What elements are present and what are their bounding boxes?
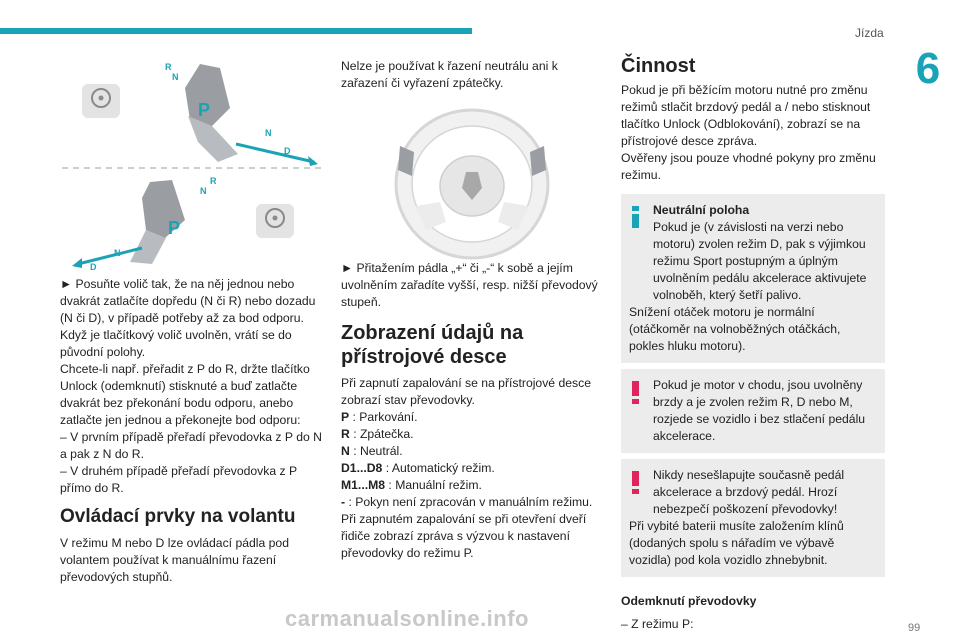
header-accent-bar xyxy=(0,28,472,34)
svg-text:P: P xyxy=(198,100,211,120)
warning-text-2: Při vybité baterii musíte založením klínů (dodaných spolu s nářadím ve výbavě vozidla) pod kola vozidlo zhnebybnit. xyxy=(629,519,844,567)
warning-text: Pokud je motor v chodu, jsou uvolněny brzdy a je zvolen režim R, D nebo M, rozjede se vozidlo i bez stlačení pedálu akcelerace. xyxy=(653,378,866,443)
steering-indicator-icon xyxy=(256,204,294,238)
info-text-2: Snížení otáček motoru je normální (otáčkoměr na volnoběžných otáčkách, pokles hluku motoru). xyxy=(629,305,841,353)
column-3 xyxy=(621,54,885,633)
paragraph: Pokud je při běžícím motoru nutné pro změnu režimů stlačit brzdový pedál a / nebo stisknout tlačítko Unlock (Odblokování), zobrazí se na přístrojové desce zpráva. xyxy=(621,83,871,148)
paragraph: – Z režimu P: xyxy=(621,617,694,631)
gear-selector-illustration-bottom xyxy=(60,172,330,272)
svg-text:D: D xyxy=(284,146,291,156)
svg-text:N: N xyxy=(172,72,179,82)
paragraph: ► Posuňte volič tak, že na něj jednou nebo dvakrát zatlačíte dopředu (N či R) nebo dozadu (N či D), v případě potřeby až za bod odporu. xyxy=(60,277,316,325)
paragraph: Ověřeny jsou pouze vhodné pokyny pro změnu režimu. xyxy=(621,151,876,182)
warning-icon xyxy=(632,381,639,405)
list-item: - : Pokyn není zpracován v manuálním režimu. xyxy=(341,495,593,509)
heading-unlock: Odemknutí převodovky xyxy=(621,594,757,608)
column-2 xyxy=(341,58,603,562)
heading-operation: Činnost xyxy=(621,55,696,77)
heading-display: Zobrazení údajů na přístrojové desce xyxy=(341,322,524,368)
warning-box xyxy=(621,459,885,577)
warning-box xyxy=(621,369,885,453)
info-icon xyxy=(632,206,639,228)
info-box xyxy=(621,194,885,363)
column-1 xyxy=(60,276,330,586)
paragraph: ► Přitažením pádla „+“ či „-“ k sobě a jejím uvolněním zařadíte vyšší, resp. nižší převodový stupeň. xyxy=(341,261,598,309)
paragraph: Nelze je používat k řazení neutrálu ani k zařazení či vyřazení zpátečky. xyxy=(341,59,558,90)
paragraph: Při zapnutí zapalování se na přístrojové desce zobrazí stav převodovky. xyxy=(341,376,591,407)
svg-text:N: N xyxy=(200,186,207,196)
chapter-number: 6 xyxy=(915,44,941,93)
paragraph: V režimu M nebo D lze ovládací pádla pod volantem používat k manuálnímu řazení převodových stupňů. xyxy=(60,536,289,584)
svg-text:R: R xyxy=(165,62,172,72)
list-item: P : Parkování. xyxy=(341,410,418,424)
list-item: D1...D8 : Automatický režim. xyxy=(341,461,495,475)
warning-text: Nikdy nesešlapujte současně pedál akcelerace a brzdový pedál. Hrozí nebezpečí poškození převodovky! xyxy=(653,468,845,516)
watermark: carmanualsonline.info xyxy=(285,606,529,631)
paragraph: Chcete-li např. přeřadit z P do R, držte tlačítko Unlock (odemknutí) stisknuté a buď zatlačte dvakrát bez překonání bodu odporu, anebo zatlačte jen jednou a překonejte bod odporu: xyxy=(60,362,310,427)
paragraph: Když je tlačítkový volič uvolněn, vrátí se do původní polohy. xyxy=(60,328,292,359)
svg-text:N: N xyxy=(114,248,121,258)
svg-text:N: N xyxy=(265,128,272,138)
gear-selector-illustration-top xyxy=(60,58,330,170)
list-item: M1...M8 : Manuální režim. xyxy=(341,478,482,492)
info-title: Neutrální poloha xyxy=(653,203,750,217)
paragraph: – V prvním případě přeřadí převodovka z P do N a pak z N do R. xyxy=(60,430,322,461)
svg-text:D: D xyxy=(90,262,97,272)
svg-text:R: R xyxy=(210,176,217,186)
list-item: N : Neutrál. xyxy=(341,444,403,458)
list-item: R : Zpátečka. xyxy=(341,427,414,441)
paragraph: Při zapnutém zapalování se při otevření dveří řidiče zobrazí zpráva s výzvou k nastavení převodovky do režimu P. xyxy=(341,512,587,560)
paragraph: – V druhém případě přeřadí převodovka z P přímo do R. xyxy=(60,464,297,495)
page-number: 99 xyxy=(908,622,921,634)
heading-steering-controls: Ovládací prvky na volantu xyxy=(60,506,296,527)
info-text: Pokud je (v závislosti na verzi nebo motoru) zvolen režim D, pak s výjimkou režimu Sport postupným a úplným uvolněním pedálu akcelerace aktivujete volnoběh, který šetří palivo. xyxy=(653,220,867,302)
section-title: Jízda xyxy=(855,26,884,40)
warning-icon xyxy=(632,471,639,495)
steering-indicator-icon xyxy=(82,84,120,118)
svg-text:P: P xyxy=(168,218,181,238)
